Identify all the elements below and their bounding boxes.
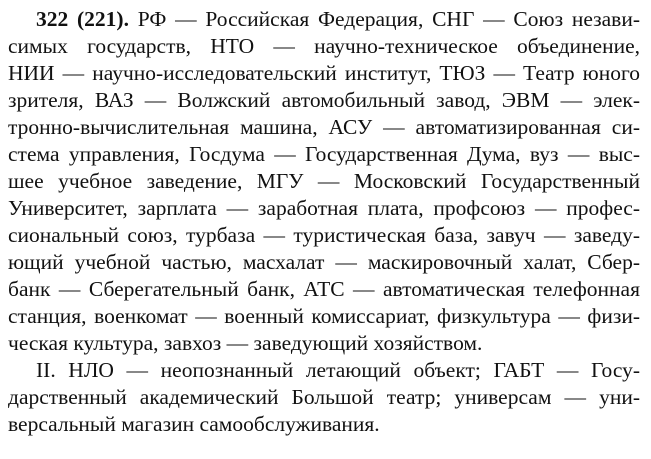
- text-line-2: симых государств, НТО — научно-техническое объединение,: [8, 34, 640, 58]
- text-line-11: банк — Сберегательный банк, АТС — автоматическая телефонная: [8, 277, 640, 301]
- text-line-8: Университет, зарплата — заработная плата, профсоюз — профес-: [8, 196, 640, 220]
- text-line-16: версальный магазин самообслуживания.: [8, 412, 380, 436]
- text-line-9: сиональный союз, турбаза — туристическая база, завуч — заведу-: [8, 223, 640, 247]
- text-line-6: стема управления, Госдума — Государственная Дума, вуз — выс-: [8, 142, 640, 166]
- text-line-1: [36, 6, 640, 32]
- text-line-15: дарственный академический Большой театр; универсам — уни-: [8, 385, 640, 409]
- exercise-text-start: РФ — Российская Федерация, СНГ — Союз незави-: [137, 7, 640, 31]
- text-line-12: станция, военкомат — военный комиссариат, физкультура — физи-: [8, 304, 640, 328]
- text-line-4: зрителя, ВАЗ — Волжский автомобильный завод, ЭВМ — элек-: [8, 88, 640, 112]
- text-line-14: II. НЛО — неопознанный летающий объект; ГАБТ — Госу-: [36, 358, 640, 382]
- text-line-7: шее учебное заведение, МГУ — Московский Государственный: [8, 169, 640, 193]
- text-line-13: ческая культура, завхоз — заведующий хозяйством.: [8, 331, 483, 355]
- text-line-3: НИИ — научно-исследовательский институт, ТЮЗ — Театр юного: [8, 61, 640, 85]
- text-line-5: тронно-вычислительная машина, АСУ — автоматизированная си-: [8, 115, 640, 139]
- exercise-number: 322 (221).: [36, 7, 129, 31]
- text-line-10: ющий учебной частью, масхалат — маскировочный халат, Сбер-: [8, 250, 640, 274]
